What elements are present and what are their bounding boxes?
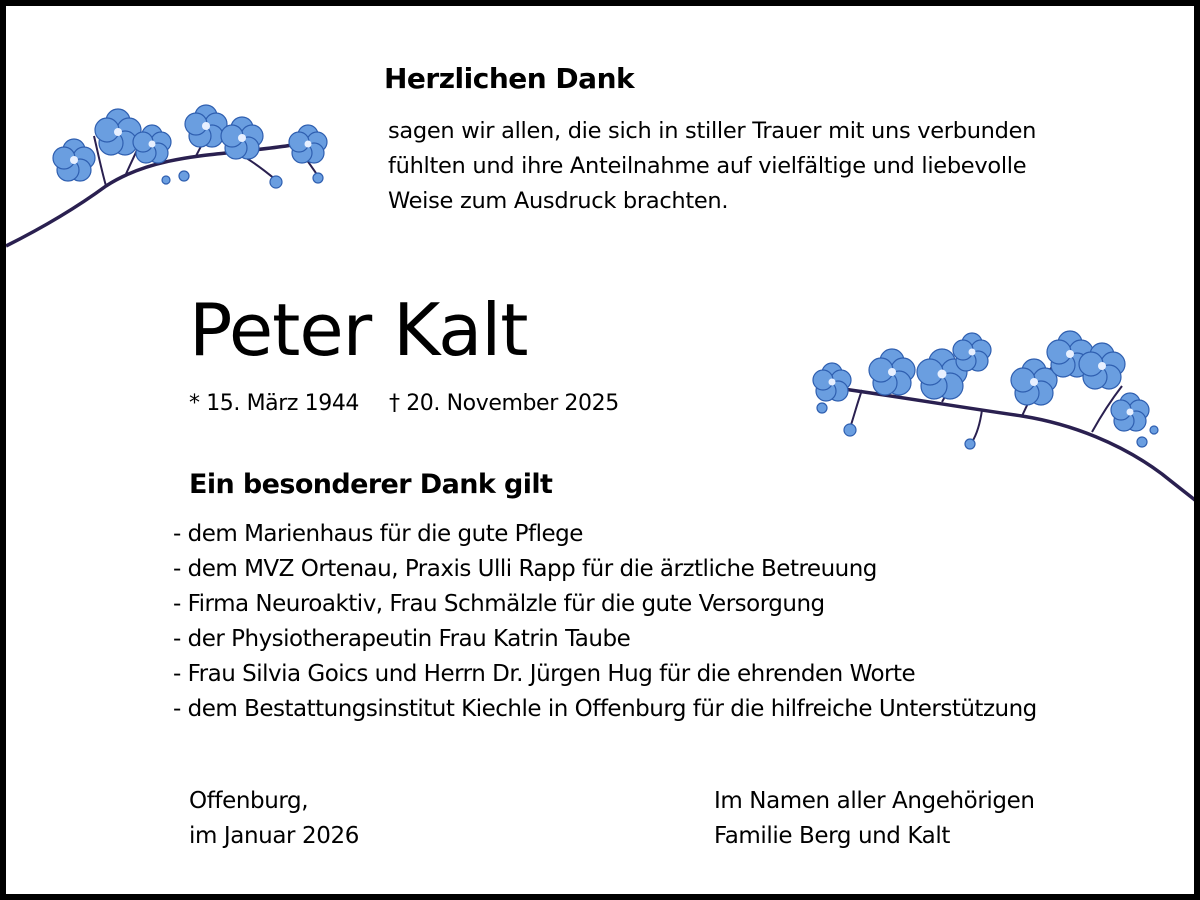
date-line: im Januar 2026: [189, 823, 359, 849]
blossom-branch-icon: [6, 98, 346, 258]
thanks-list: [173, 517, 1037, 727]
list-item: - dem MVZ Ortenau, Praxis Ulli Rapp für die ärztliche Betreuung: [173, 556, 877, 582]
intro-line: Weise zum Ausdruck brachten.: [388, 188, 729, 214]
birth-date: * 15. März 1944: [189, 391, 360, 416]
list-item: - Firma Neuroaktiv, Frau Schmälzle für die gute Versorgung: [173, 591, 825, 617]
signature-block: [714, 784, 1035, 854]
place-date-block: [189, 784, 359, 854]
list-item: - Frau Silvia Goics und Herrn Dr. Jürgen Hug für die ehrenden Worte: [173, 661, 916, 687]
special-thanks-heading: Ein besonderer Dank gilt: [189, 469, 553, 500]
heading-thanks: Herzlichen Dank: [384, 62, 635, 95]
signature-line: Familie Berg und Kalt: [714, 823, 950, 849]
deceased-name: Peter Kalt: [189, 288, 528, 372]
intro-line: fühlten und ihre Anteilnahme auf vielfältige und liebevolle: [388, 153, 1027, 179]
signature-line: Im Namen aller Angehörigen: [714, 788, 1035, 814]
list-item: - dem Bestattungsinstitut Kiechle in Offenburg für die hilfreiche Unterstützung: [173, 696, 1037, 722]
life-dates: [189, 391, 619, 416]
list-item: - dem Marienhaus für die gute Pflege: [173, 521, 583, 547]
death-date: † 20. November 2025: [389, 391, 619, 416]
intro-text: [388, 114, 1036, 219]
list-item: - der Physiotherapeutin Frau Katrin Taube: [173, 626, 631, 652]
place-line: Offenburg,: [189, 788, 309, 814]
blossom-branch-icon: [802, 324, 1200, 514]
intro-line: sagen wir allen, die sich in stiller Trauer mit uns verbunden: [388, 118, 1037, 144]
